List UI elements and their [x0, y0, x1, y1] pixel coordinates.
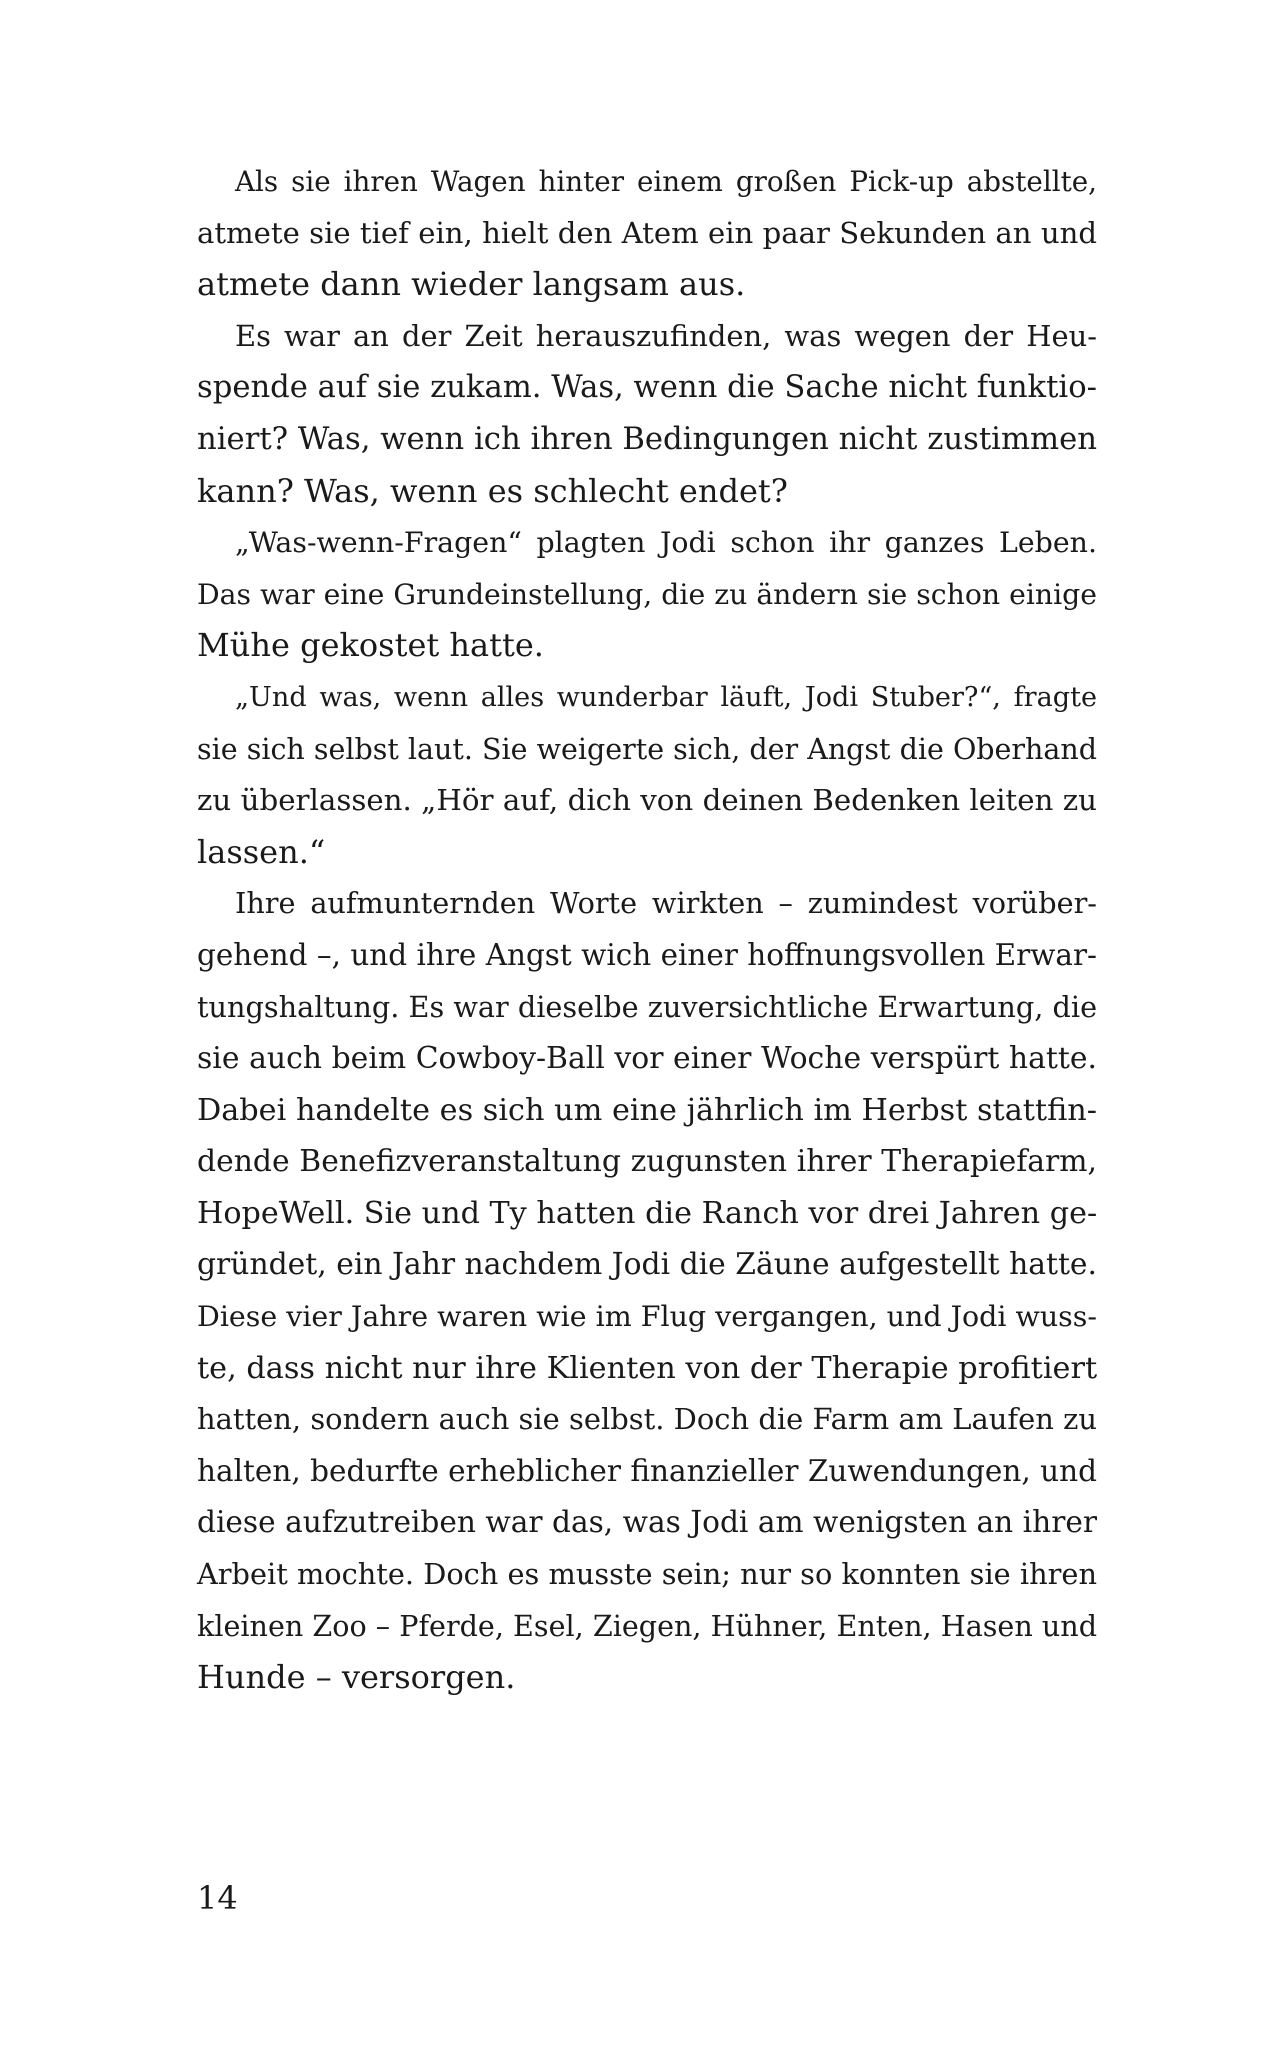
text-line: kann? Was, wenn es schlecht endet?	[197, 471, 788, 510]
text-line: atmete dann wieder langsam aus.	[197, 265, 746, 304]
text-line: Es war an der Zeit herauszufinden, was wegen der Heu-	[235, 318, 1097, 353]
paragraph	[197, 517, 1097, 672]
body-text	[197, 156, 1097, 1704]
text-line: hatten, sondern auch sie selbst. Doch die Farm am Laufen zu	[197, 1402, 1097, 1437]
text-line: sie sich selbst laut. Sie weigerte sich, der Angst die Oberhand	[197, 732, 1097, 766]
text-line: gehend –, und ihre Angst wich einer hoffnungsvollen Erwar-	[197, 937, 1097, 972]
text-line: dende Benefizveranstaltung zugunsten ihrer Therapiefarm,	[197, 1144, 1097, 1180]
text-line: „Und was, wenn alles wunderbar läuft, Jodi Stuber?“, fragte	[235, 681, 1097, 713]
text-line: diese aufzutreiben war das, was Jodi am wenigsten an ihrer	[197, 1505, 1097, 1540]
text-line: te, dass nicht nur ihre Klienten von der Therapie profitiert	[197, 1350, 1098, 1386]
text-line: „Was-wenn-Fragen“ plagten Jodi schon ihr ganzes Leben.	[235, 526, 1097, 560]
paragraph	[197, 156, 1097, 311]
paragraph	[197, 672, 1097, 878]
text-line: atmete sie tief ein, hielt den Atem ein paar Sekunden an und	[197, 215, 1097, 250]
text-line: Das war eine Grundeinstellung, die zu ändern sie schon einige	[197, 577, 1097, 611]
text-line: Diese vier Jahre waren wie im Flug vergangen, und Jodi wuss-	[197, 1300, 1097, 1334]
text-line: Dabei handelte es sich um eine jährlich im Herbst stattfin-	[197, 1092, 1097, 1128]
paragraph	[197, 311, 1097, 517]
text-line: sie auch beim Cowboy-Ball vor einer Woche verspürt hatte.	[197, 1041, 1097, 1077]
text-line: Hunde – versorgen.	[197, 1658, 516, 1697]
text-line: halten, bedurfte erheblicher finanzieller Zuwendungen, und	[197, 1453, 1097, 1488]
text-line: tungshaltung. Es war dieselbe zuversichtliche Erwartung, die	[197, 989, 1098, 1024]
page-number: 14	[197, 1879, 238, 1917]
text-line: lassen.“	[197, 832, 326, 871]
paragraph	[197, 878, 1097, 1704]
text-line: kleinen Zoo – Pferde, Esel, Ziegen, Hühner, Enten, Hasen und	[197, 1608, 1097, 1643]
text-line: Mühe gekostet hatte.	[197, 626, 544, 665]
text-line: Ihre aufmunternden Worte wirkten – zumindest vorüber-	[235, 886, 1097, 921]
text-line: HopeWell. Sie und Ty hatten die Ranch vor drei Jahren ge-	[197, 1195, 1098, 1231]
text-line: zu überlassen. „Hör auf, dich von deinen Bedenken leiten zu	[197, 783, 1097, 818]
text-line: spende auf sie zukam. Was, wenn die Sache nicht funktio-	[197, 370, 1097, 406]
text-line: niert? Was, wenn ich ihren Bedingungen nicht zustimmen	[197, 421, 1097, 457]
text-line: gründet, ein Jahr nachdem Jodi die Zäune aufgestellt hatte.	[197, 1247, 1097, 1283]
text-line: Arbeit mochte. Doch es musste sein; nur so konnten sie ihren	[197, 1557, 1097, 1592]
text-line: Als sie ihren Wagen hinter einem großen Pick-up abstellte,	[235, 165, 1097, 198]
